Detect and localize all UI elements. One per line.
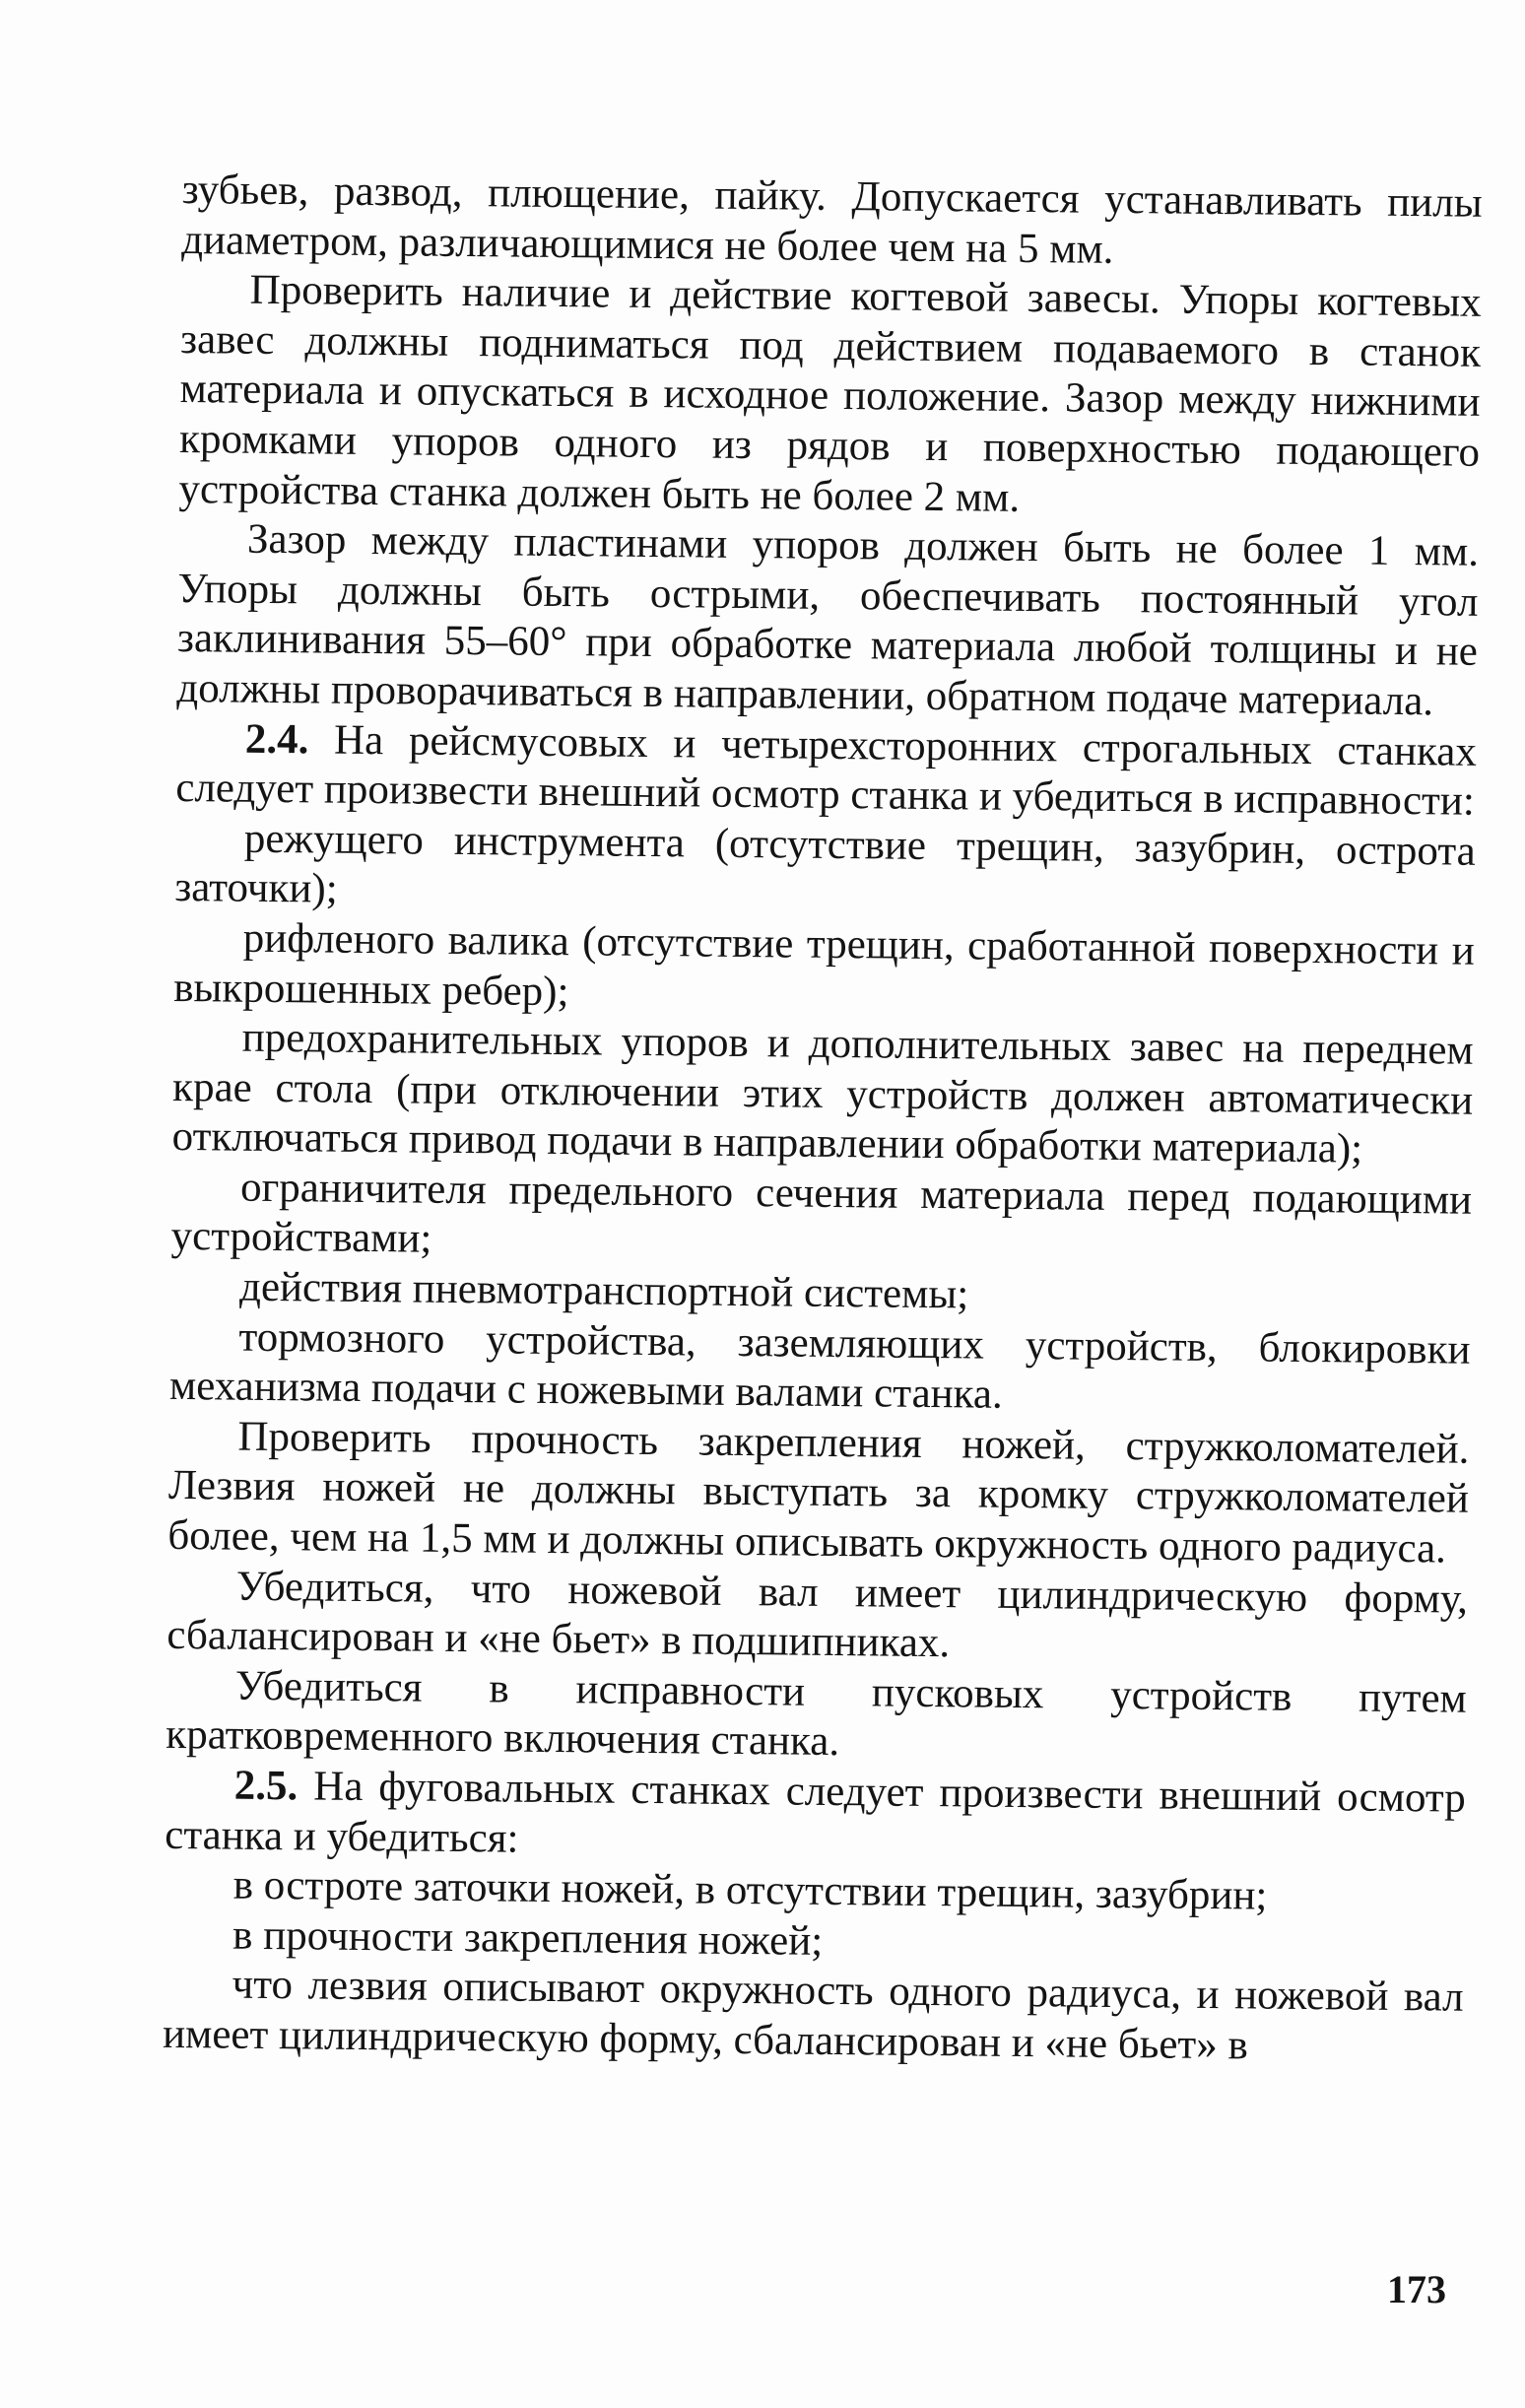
section-paragraph-2-4: 2.4. На рейсмусовых и четырехсторонних строгальных станках следует произвести внешний осмотр станка и убедиться в исправности: — [175, 715, 1478, 825]
list-item: рифленого валика (отсутствие трещин, сработанной поверхности и выкрошенных ребер); — [173, 914, 1475, 1015]
paragraph: Проверить прочность закрепления ножей, стружколомателей. Лезвия ножей не должны выступать за кромку стружколомателей более, чем на 1,5 мм и должны описывать окружность одного радиуса. — [167, 1413, 1470, 1572]
list-item: в остроте заточки ножей, в отсутствии трещин, зазубрин; — [232, 1861, 1268, 1919]
section-number: 2.4. — [244, 715, 309, 763]
page-number: 173 — [1387, 2267, 1446, 2311]
paragraph: Убедиться, что ножевой вал имеет цилиндрическую форму, сбалансирован и «не бьет» в подшипниках. — [166, 1563, 1469, 1667]
paragraph: Зазор между пластинами упоров должен быть не более 1 мм. Упоры должны быть острыми, обеспечивать постоянный угол заклинивания 55–60° при обработке материала любой толщины и не должны проворачиваться в направлении, обратном подаче материала. — [176, 515, 1480, 725]
paragraph: Убедиться в исправности пусковых устройств путем кратковременного включения станка. — [166, 1662, 1468, 1766]
list-item: действия пневмотранспортной системы; — [238, 1263, 969, 1318]
list-item: предохранительных упоров и дополнительных завес на переднем крае стола (при отключении этих устройств должен автоматически отключаться привод подачи в направлении обработки материала); — [171, 1014, 1474, 1172]
section-number: 2.5. — [233, 1762, 298, 1810]
list-item: что лезвия описывают окружность одного радиуса, и ножевой вал имеет цилиндрическую форму, сбалансирован и «не бьет» в — [162, 1962, 1464, 2069]
paragraph: Проверить наличие и действие когтевой завесы. Упоры когтевых завес должны подниматься под действием подаваемого в станок материала и опускаться в исходное положение. Зазор между нижними кромками упоров одного из рядов и поверхностью подающего устройства станка должен быть не более 2 мм. — [178, 266, 1482, 521]
list-item: тормозного устройства, заземляющих устройств, блокировки механизма подачи с ножевыми валами станка. — [168, 1313, 1471, 1419]
list-item: в прочности закрепления ножей; — [232, 1911, 824, 1965]
list-item: режущего инструмента (отсутствие трещин, зазубрин, острота заточки); — [174, 815, 1477, 913]
section-paragraph-2-5: 2.5. На фуговальных станках следует произвести внешний осмотр станка и убедиться: — [165, 1762, 1466, 1862]
body-text — [163, 166, 1483, 2073]
list-item: ограничителя предельного сечения материала перед подающими устройствами; — [170, 1164, 1473, 1263]
paragraph: зубьев, развод, плющение, пайку. Допускается устанавливать пилы диаметром, различающимися не более чем на 5 мм. — [180, 166, 1483, 273]
